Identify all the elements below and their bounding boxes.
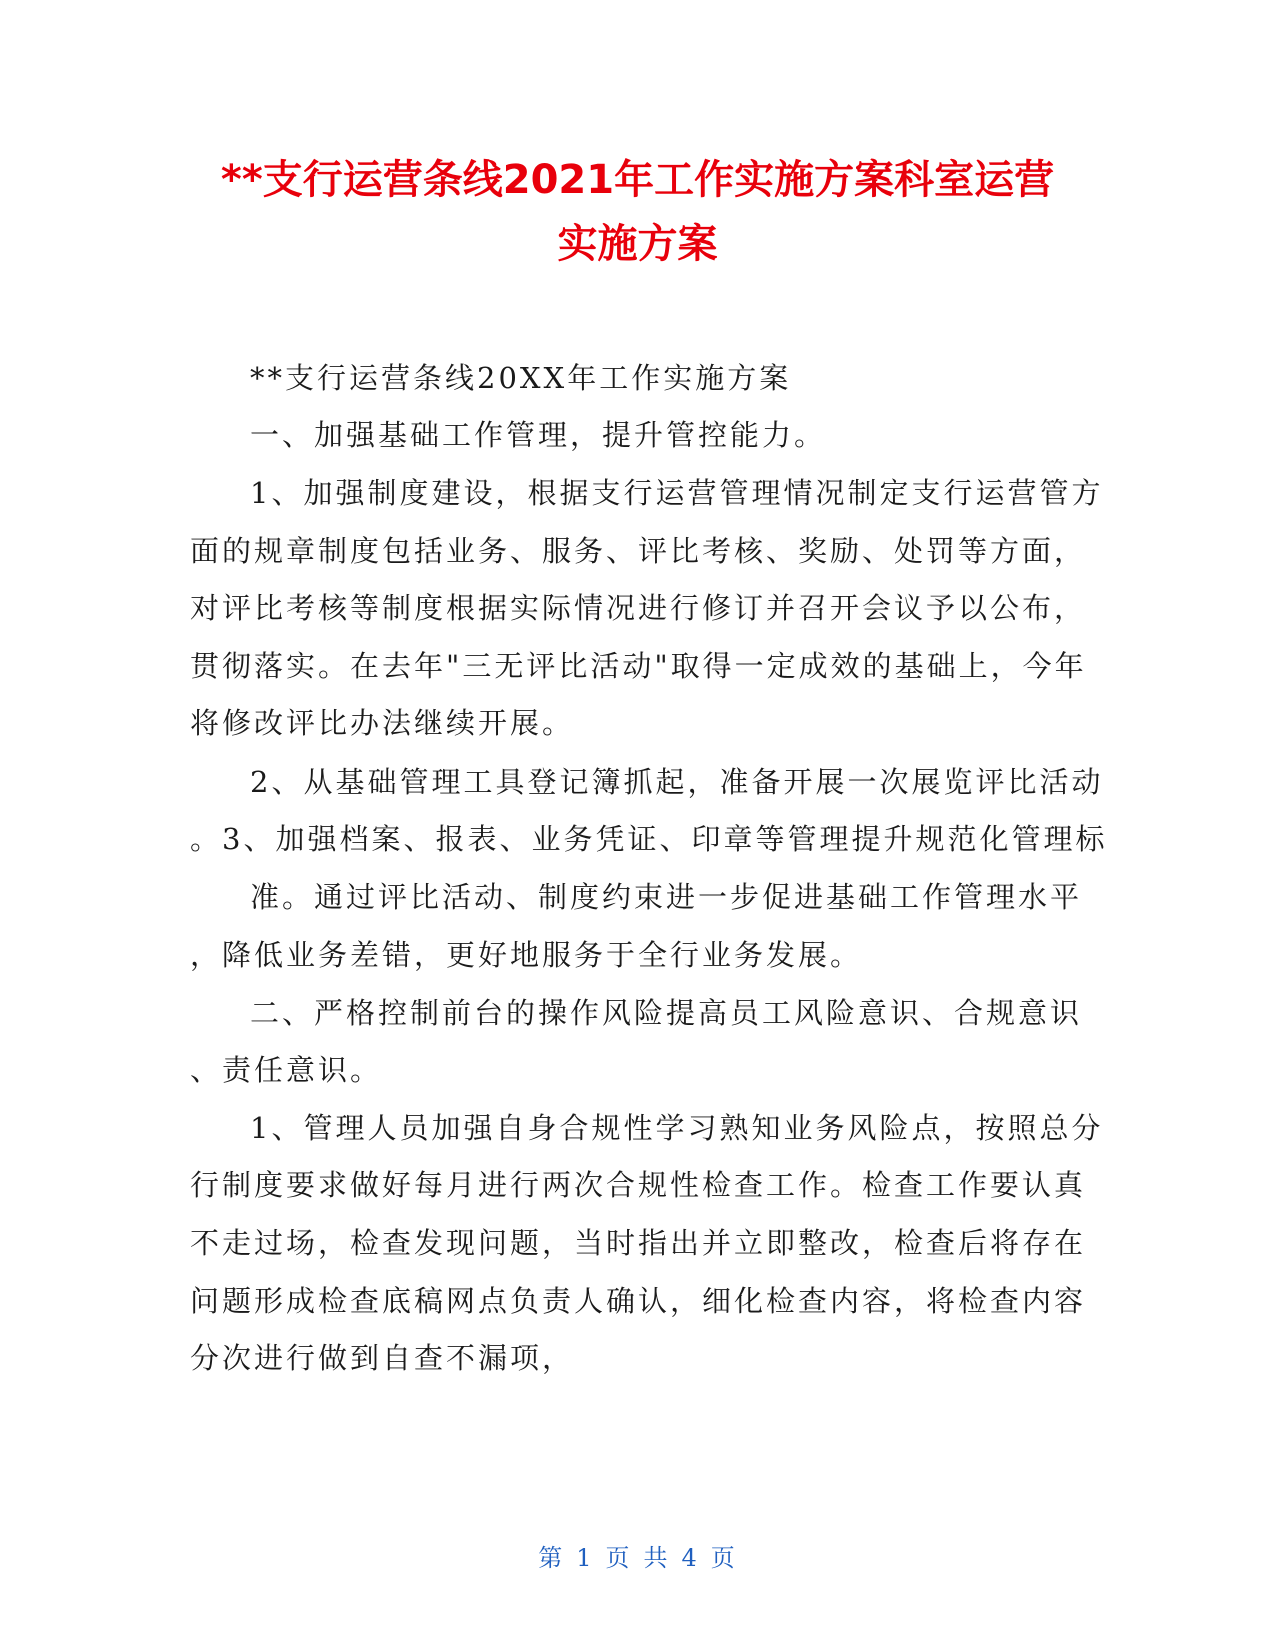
footer-suffix: 页 [710, 1544, 737, 1572]
paragraph-line: 对评比考核等制度根据实际情况进行修订并召开会议予以公布， [190, 591, 1087, 625]
paragraph-line: 1、加强制度建设，根据支行运营管理情况制定支行运营管方 [250, 476, 1104, 510]
footer-total-word: 共 [643, 1544, 670, 1572]
paragraph-line: 行制度要求做好每月进行两次合规性检查工作。检查工作要认真 [190, 1168, 1087, 1202]
subtitle-line: **支行运营条线20XX年工作实施方案 [250, 361, 792, 395]
paragraph-line: ，降低业务差错，更好地服务于全行业务发展。 [190, 938, 863, 972]
footer-page-word: 页 [605, 1544, 632, 1572]
title-line-1: **支行运营条线2021年工作实施方案科室运营 [220, 157, 1055, 203]
page-footer [0, 1538, 1275, 1573]
paragraph-line: 2、从基础管理工具登记簿抓起，准备开展一次展览评比活动 [250, 765, 1104, 799]
paragraph-line: 1、管理人员加强自身合规性学习熟知业务风险点，按照总分 [250, 1111, 1104, 1145]
title-line-2: 实施方案 [557, 221, 718, 267]
paragraph-line: 不走过场，检查发现问题，当时指出并立即整改，检查后将存在 [190, 1226, 1087, 1260]
paragraph-line: 。3、加强档案、报表、业务凭证、印章等管理提升规范化管理标 [190, 822, 1108, 856]
section-heading-2-cont: 、责任意识。 [190, 1053, 383, 1087]
footer-current-page: 1 [576, 1544, 594, 1572]
paragraph-line: 准。通过评比活动、制度约束进一步促进基础工作管理水平 [250, 880, 1083, 914]
paragraph-line: 问题形成检查底稿网点负责人确认，细化检查内容，将检查内容 [190, 1284, 1087, 1318]
document-title [140, 148, 1135, 276]
footer-prefix: 第 [538, 1544, 565, 1572]
paragraph-line: 面的规章制度包括业务、服务、评比考核、奖励、处罚等方面， [190, 534, 1087, 568]
footer-total-pages: 4 [681, 1544, 699, 1572]
section-heading-1: 一、加强基础工作管理，提升管控能力。 [250, 418, 827, 452]
paragraph-line: 分次进行做到自查不漏项， [190, 1341, 575, 1375]
section-heading-2: 二、严格控制前台的操作风险提高员工风险意识、合规意识 [250, 996, 1083, 1030]
paragraph-line: 贯彻落实。在去年"三无评比活动"取得一定成效的基础上，今年 [190, 649, 1087, 683]
paragraph-line: 将修改评比办法继续开展。 [190, 706, 575, 740]
